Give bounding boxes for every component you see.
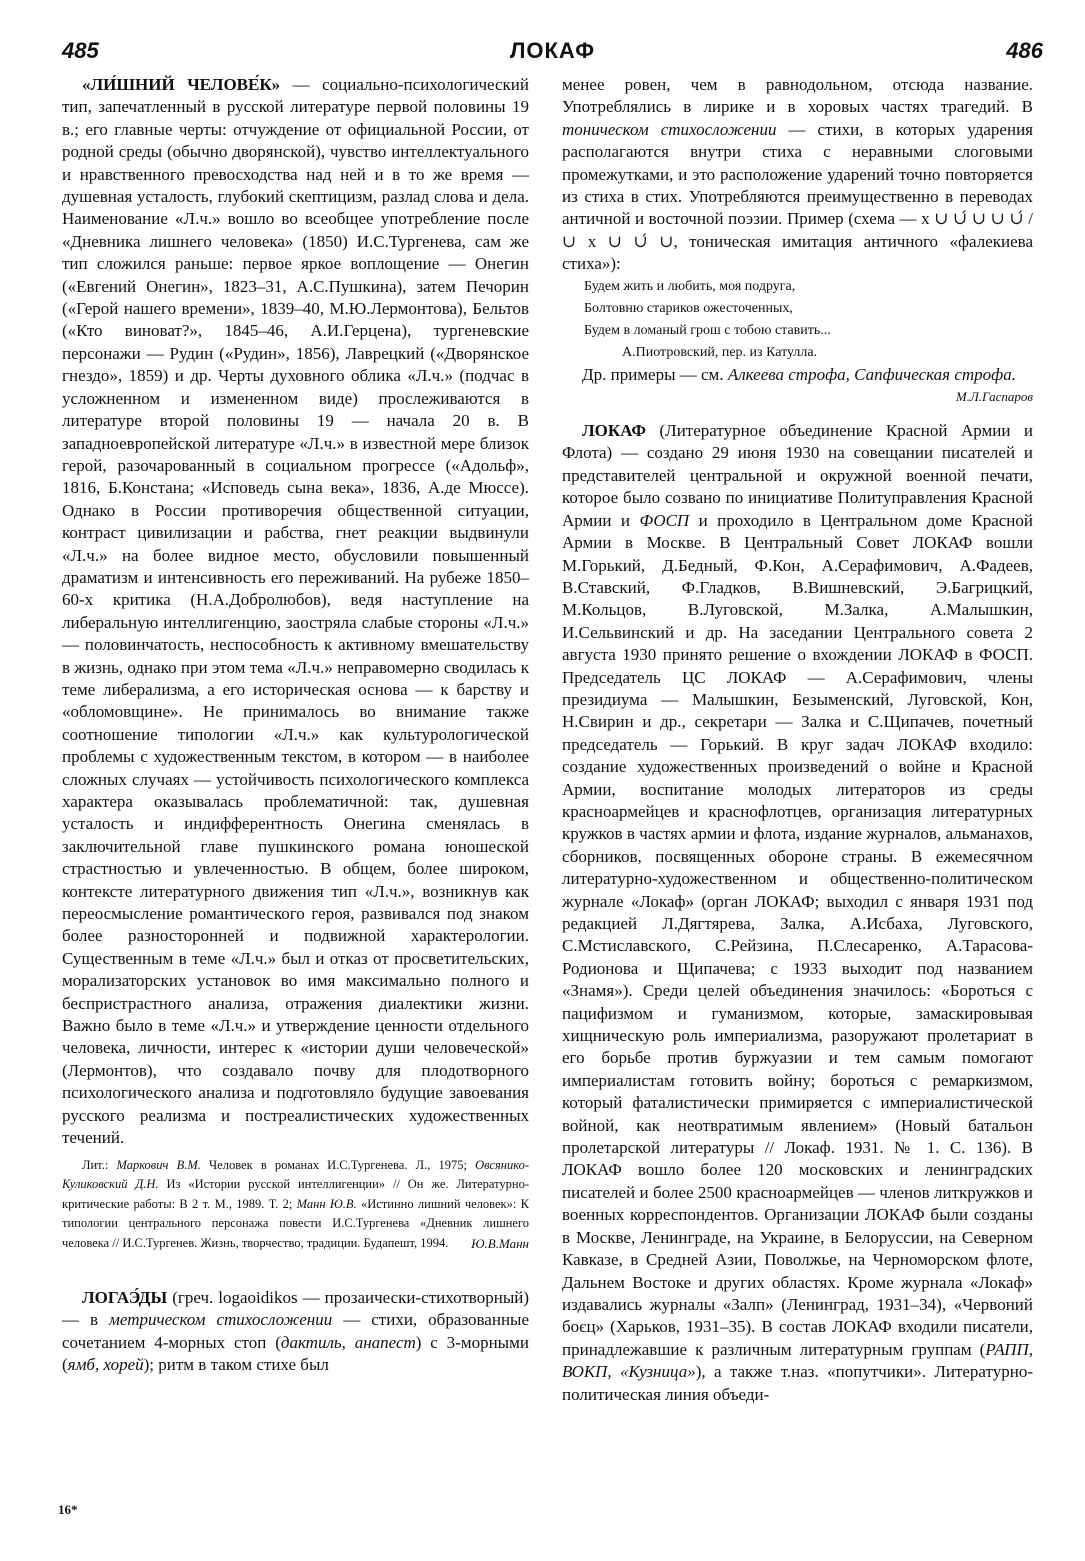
bibliography-label: Лит.: (82, 1157, 109, 1172)
entry-body: ); ритм в таком стихе был (143, 1355, 329, 1375)
printer-signature-mark: 16* (58, 1502, 78, 1517)
entry-lokaf (562, 420, 1033, 1406)
entry-headword: ЛОГАЭ́ДЫ (82, 1288, 168, 1307)
bibliography-author: Манн Ю.В. (296, 1196, 357, 1211)
verse-quote (562, 276, 1033, 364)
right-column (562, 74, 1033, 1406)
entry-body: — стихи, образованные сочетанием 4-морных стоп ( (62, 1310, 530, 1352)
entry-logaedy (62, 1287, 529, 1377)
cross-reference: тоническом стихосложении (562, 119, 777, 139)
page-number-right: 486 (1006, 38, 1043, 63)
verse-line: Будем жить и любить, моя подруга, (584, 278, 796, 294)
author-signature: М.Л.Гаспаров (955, 389, 1033, 405)
cross-reference: РАПП, ВОКП, «Кузница» (562, 1339, 1033, 1382)
cross-reference: дактиль, анапест (280, 1332, 416, 1352)
entry-lishniy-chelovek (62, 74, 529, 1150)
cross-reference: ямб, хорей (67, 1355, 144, 1375)
entry-headword: «ЛИ́ШНИЙ ЧЕЛОВЕ́К» (82, 75, 281, 94)
bibliography-author: Маркович В.М. (116, 1157, 201, 1172)
page-number-left: 485 (62, 38, 99, 63)
cross-reference: Алкеева строфа, Сапфическая строфа. (727, 364, 1016, 384)
verse-source: А.Пиотровский, пер. из Катулла. (622, 344, 818, 360)
entry-body: (Литературное объединение Красной Армии и Флота) — создано 29 июня 1930 на совещании писателей и представителей центральной и окружной военной печати, которое было созвано по инициативе Политуправления Красной Армии и (562, 421, 1033, 530)
bibliography-item: Человек в романах И.С.Тургенева. Л., 1975; (200, 1157, 476, 1172)
entry-body: ) с 3-морными ( (62, 1332, 529, 1375)
running-title: ЛОКАФ (509, 38, 596, 63)
author-signature: Ю.В.Манн (471, 1235, 529, 1251)
entry-body: менее ровен, чем в равнодольном, отсюда название. Употреблялись в лирике и в хоровых частях трагедий. В (562, 75, 1033, 117)
cross-reference: метрическом стихосложении (109, 1310, 333, 1330)
entry-separator (62, 1253, 529, 1287)
entry-body: — стихи, в которых ударения располагаются внутри стиха с неравными слоговыми промежутками, и это расположение ударений точно повторяется из стиха в стих. Употребляются преимущественно в переводах античной и восточной поэзии. Пример (схема — x ∪ ∪́ ∪ ∪ ∪́ / ∪ x ∪ ∪́ ∪, тоническая имитация античного «фалекиева стиха»): (562, 119, 1033, 274)
bibliography-item: Из «Истории русской интеллигенции» // Он же. Литературно-критические работы: В 2 т. М., 1989. Т. 2; (62, 1177, 529, 1211)
cross-reference: ФОСП (639, 510, 690, 530)
entry-logaedy-continued (562, 74, 1033, 276)
bibliography-author: Овсянико-Куликовский Д.Н. (62, 1157, 529, 1191)
bibliography-item: «Истинно лишний человек»: К типологии центрального персонажа повести И.С.Тургенева «Дневник лишнего человека // И.С.Тургенев. Жизнь, творчество, традиции. Будапешт, 1994. (62, 1196, 530, 1250)
entry-body: и проходило в Центральном доме Красной Армии в Москве. В Центральный Совет ЛОКАФ вошли М.Горький, Д.Бедный, Ф.Кон, А.Серафимович, А.Фадеев, В.Ставский, Ф.Гладков, В.Вишневский, Э.Багрицкий, М.Кольцов, В.Луговской, М.Залка, А.Малышкин, И.Сельвинский и др. На заседании Центрального совета 2 августа 1930 принято решение о вхождении ЛОКАФ в ФОСП. Председатель ЦС ЛОКАФ — А.Серафимович, члены президиума — Малышкин, Безыменский, Луговской, Кон, Н.Свирин и др., секретари — Залка и С.Щипачев, почетный председатель — Горький. В круг задач ЛОКАФ входило: создание художественных произведений о войне и Красной Армии, воспитание молодых литераторов из среды красноармейцев и краснофлотцев, организация литературных кружков в частях армии и флота, издание журналов, альманахов, сборников, посвященных обороне страны. В ежемесячном литературно-художественном и общественно-политическом журнале «Локаф» (орган ЛОКАФ; выходил с января 1931 под редакцией Л.Дягтярева, Залка, А.Исбаха, Луговского, С.Мстиславского, С.Рейзина, П.Слесаренко, А.Тарасова-Родионова и Щипачева; с 1933 выходит под названием «Знамя»). Среди целей объединения значилось: «Бороться с пацифизмом и гуманизмом, которые, замаскировывая хищническую роль империализма, разоружают пролетариат в его борьбе против буржуазии и тем самым помогают империалистам готовить войну; бороться с ремаркизмом, который фаталистически примиряется с империалистической войной, как неотвратимым явлением» (Новый батальон пролетарской литературы // Локаф. 1931. № 1. С. 136). В ЛОКАФ вошло более 120 московских и ленинградских писателей и более 2500 красноармейцев — членов литкружков и военных корреспондентов. Организации ЛОКАФ были созданы в Москве, Ленинграде, на Украине, в Белоруссии, на Северном Кавказе, в Средней Азии, Поволжье, на Черноморском флоте, Дальнем Востоке и других областях. Кроме журнала «Локаф» издавались журналы «Залп» (Ленинград, 1931–34), «Червоний боєц» (Харьков, 1931–35). В состав ЛОКАФ входили писатели, принадлежавшие к различным литературным группам ( (562, 510, 1033, 1359)
entry-body: Др. примеры — см. (582, 364, 728, 384)
verse-line: Будем в ломаный грош с тобою ставить... (584, 322, 831, 338)
verse-line: Болтовню стариков ожесточенных, (584, 300, 793, 316)
bibliography (62, 1156, 529, 1254)
running-header (62, 38, 1043, 68)
left-column (62, 74, 529, 1377)
entry-body: — социально-психологический тип, запечатленный в русской литературе первой половины 19 в.; его главные черты: отчуждение от официальной России, от родной среды (обычно дворянской), чувство интеллектуального и нравственного превосходства над ней и в то же время — душевная усталость, глубокий скептицизм, разлад слова и дела. Наименование «Л.ч.» вошло во всеобщее употребление после «Дневника лишнего человека» (1850) И.С.Тургенева, сам же тип сложился раньше: первое яркое воплощение — Онегин («Евгений Онегин», 1823–31, А.С.Пушкина), затем Печорин («Герой нашего времени», 1839–40, М.Ю.Лермонтова), Бельтов («Кто виноват?», 1845–46, А.И.Герцена), тургеневские персонажи — Рудин («Рудин», 1856), Лаврецкий («Дворянское гнездо», 1859) и др. Черты духовного облика «Л.ч.» (подчас в усложненном и измененном виде) прослеживаются в литературе второй половины 19 — начала 20 в. В западноевропейской литературе «Л.ч.» в известной мере близок герой, разочарованный в социальном прогрессе («Адольф», 1816, Б.Констана; «Исповедь сына века», 1836, А.де Мюссе). Однако в России противоречия общественной ситуации, контраст цивилизации и рабства, гнет реакции выдвинули «Л.ч.» на более видное место, обусловили повышенный драматизм и интенсивность его переживаний. На рубеже 1850–60-х критика (Н.А.Добролюбов), ведя наступление на либеральную интеллигенцию, заостряла слабые стороны «Л.ч.» — половинчатость, неспособность к активному вмешательству в жизнь, однако при этом тема «Л.ч.» неправомерно сводилась к теме либерализма, а его историческая основа — к барству и «обломовщине». Не принималось во внимание также соотношение типологии «Л.ч.» как культурологической проблемы с художественным текстом, в котором — в наиболее сложных случаях — устойчивость психологического комплекса характера оказывалась проблематичной: так, душевная усталость и индифферентность Онегина сменялась в заключительной главе пушкинского романа юношеской страстностью и увлеченностью. В общем, более широком, контексте литературного движения тип «Л.ч.», возникнув как переосмысление романтического героя, развивался под знаком более разносторонней и подвижной характерологии. Существенным в теме «Л.ч.» был и отказ от просветительских, морализаторских установок во имя максимально полного и беспристрастного анализа, отражения диалектики жизни. Важно было в теме «Л.ч.» и утверждение ценности отдельного человека, личности, интерес к «истории души человеческой» (Лермонтов), что создавало почву для плодотворного психологического анализа и подготовляло будущие завоевания русского реализма и постреалистических художественных течений. (62, 75, 529, 1148)
entry-body: (греч. logaoidikos — прозаически-стихотворный) — в (62, 1288, 529, 1330)
entry-body: ), а также т.наз. «попутчики». Литературно-политическая линия объеди- (562, 1362, 1033, 1404)
entry-headword: ЛОКАФ (582, 421, 647, 441)
see-also (562, 364, 1033, 405)
